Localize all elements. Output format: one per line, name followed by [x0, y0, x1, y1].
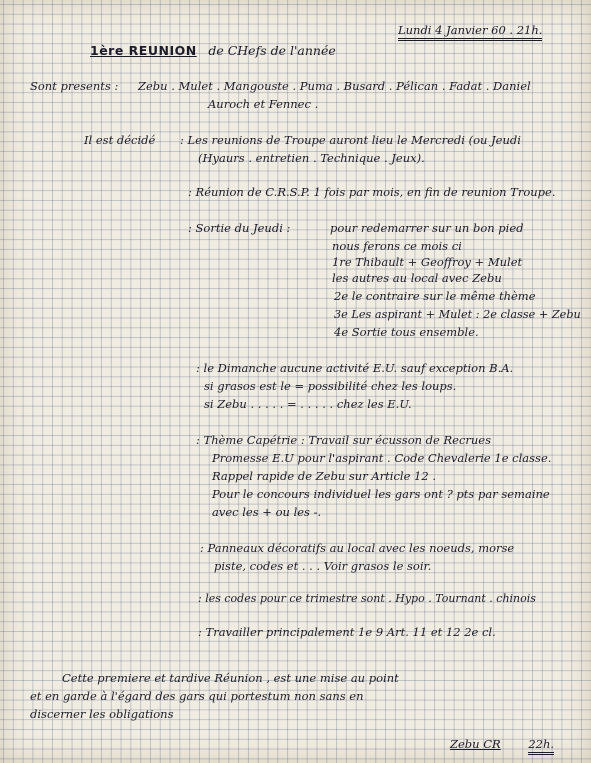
decided-item3-line7: 4e Sortie tous ensemble. — [334, 325, 479, 339]
presents-line1: Zebu . Mulet . Mangouste . Puma . Busard . Pélican . Fadat . Daniel — [138, 79, 531, 93]
theme-line3: Rappel rapide de Zebu sur Article 12 . — [212, 469, 436, 483]
title-main: 1ère REUNION — [90, 43, 197, 58]
decided-item3-line5: 2e le contraire sur le même thème — [334, 289, 536, 303]
decided-item3-line4: les autres au local avec Zebu — [332, 271, 502, 285]
dimanche-line2: si grasos est le = possibilité chez les loups. — [204, 379, 457, 393]
presents-label: Sont presents : — [30, 79, 119, 93]
decided-item1-line2: (Hyaurs . entretien . Technique . Jeux). — [198, 151, 425, 165]
panneaux-line1: : Panneaux décoratifs au local avec les noeuds, morse — [200, 541, 515, 555]
decided-item3-line6: 3e Les aspirant + Mulet : 2e classe + Zebu — [334, 308, 581, 321]
dimanche-line3: si Zebu . . . . . = . . . . . chez les E.U. — [204, 397, 412, 411]
title-rest: de CHefs de l'année — [208, 43, 336, 58]
codes-line1: : les codes pour ce trimestre sont . Hypo . Tournant . chinois — [198, 592, 536, 605]
closing-line3: discerner les obligations — [30, 707, 174, 721]
signature — [450, 738, 554, 751]
theme-line5: avec les + ou les -. — [212, 505, 322, 519]
decided-item2: : Réunion de C.R.S.P. 1 fois par mois, en fin de reunion Troupe. — [188, 185, 556, 199]
closing-line2: et en garde à l'égard des gars qui portestum non sans en — [30, 689, 364, 703]
travailler-line1: : Travailler principalement 1e 9 Art. 11 et 12 2e cl. — [198, 625, 496, 639]
theme-line2: Promesse E.U pour l'aspirant . Code Chevalerie 1e classe. — [212, 451, 552, 465]
decided-item3-line3: 1re Thibault + Geoffroy + Mulet — [332, 255, 523, 269]
theme-line1: : Thème Capétrie : Travail sur écusson de Recrues — [196, 433, 492, 447]
decided-label: Il est décidé — [84, 133, 156, 147]
decided-item1-line1: : Les reunions de Troupe auront lieu le Mercredi (ou Jeudi — [180, 133, 521, 147]
decided-item3-line1: pour redemarrer sur un bon pied — [330, 221, 524, 235]
theme-line4: Pour le concours individuel les gars ont ? pts par semaine — [212, 487, 550, 501]
decided-item3-label: : Sortie du Jeudi : — [188, 221, 291, 235]
header-date: Lundi 4 Janvier 60 . 21h. — [398, 24, 542, 37]
page-title — [90, 44, 336, 58]
panneaux-line2: piste, codes et . . . Voir grasos le soir. — [214, 559, 432, 573]
decided-item3-line2: nous ferons ce mois ci — [332, 239, 462, 253]
dimanche-line1: : le Dimanche aucune activité E.U. sauf exception B.A. — [196, 361, 514, 375]
signature-time: 22h. — [528, 737, 554, 755]
signature-name: Zebu CR — [450, 737, 501, 751]
closing-line1: Cette premiere et tardive Réunion , est une mise au point — [62, 671, 399, 685]
presents-line2: Auroch et Fennec . — [208, 97, 319, 111]
